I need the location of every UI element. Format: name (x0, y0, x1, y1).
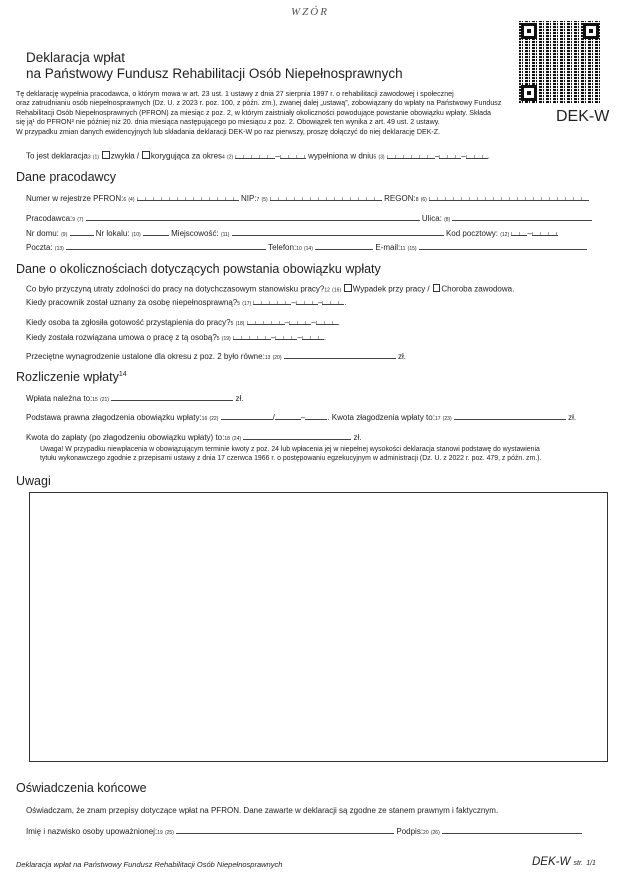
footer-page-info (532, 856, 596, 868)
watermark: WZÓR (291, 6, 329, 18)
cause-row: Co było przyczyną utraty zdolności do pracy na dotychczasowym stanowisku pracy?12 (16) Wypadek przy pracy / Choroba zawodowa. (26, 284, 515, 294)
title-line-2: na Państwowy Fundusz Rehabilitacji Osób Niepełnosprawnych (26, 66, 403, 81)
due-amount-row: Wpłata należna to:15 (21) zł. (26, 394, 244, 403)
intro-line-5: W przypadku zmian danych ewidencyjnych lub składania deklaracji DEK-W po raz pierwszy, proszę dołączyć do niej deklarację DEK-Z. (16, 127, 441, 136)
correction-checkbox[interactable] (142, 151, 150, 159)
house-number-field[interactable] (70, 228, 94, 236)
relief-amount-field[interactable] (454, 412, 566, 420)
disability-date-row: Kiedy pracownik został uznany za osobę niepełnosprawną?5 (17) – – . (26, 298, 347, 307)
to-pay-row: Kwota do zapłaty (po złagodzeniu obowiązku wpłaty) to:18 (24) zł. (26, 433, 362, 442)
correction-option: korygująca za okres (150, 151, 223, 161)
accident-option: Wypadek przy pracy / (352, 284, 430, 294)
termination-date-row: Kiedy została rozwiązana umowa o pracę z tą osobą?5 (19) – – . (26, 333, 327, 342)
pfron-number-field[interactable] (137, 195, 239, 201)
authorized-name-field[interactable] (176, 826, 394, 834)
final-heading: Oświadczenia końcowe (16, 781, 147, 795)
signature-field[interactable] (442, 826, 582, 834)
street-field[interactable] (452, 213, 592, 221)
footer-page-label: str. (573, 860, 584, 867)
disease-checkbox[interactable] (433, 284, 441, 292)
remarks-textarea[interactable] (29, 492, 608, 762)
footer-code: DEK-W (532, 856, 571, 868)
salary-field[interactable] (284, 351, 396, 359)
termination-month-field[interactable] (275, 334, 297, 340)
final-statement: Oświadczam, że znam przepisy dotyczące wpłat na PFRON. Dane zawarte w deklaracji są zgodne ze stanem prawnym i faktycznym. (26, 806, 499, 815)
intro-line-4: się ją¹ do PFRON² nie później niż 20. dnia miesiąca następującego po miesiącu z poz. 2. Obowiązek ten wynika z art. 49 ust. 2 ustawy. (16, 118, 440, 127)
disability-year-field[interactable] (253, 299, 291, 305)
due-amount-field[interactable] (111, 393, 233, 401)
termination-year-field[interactable] (233, 334, 271, 340)
period-month-field[interactable] (235, 153, 275, 159)
accident-checkbox[interactable] (344, 284, 352, 292)
declaration-type-row: To jest deklaracja3 (1) zwykła / korygująca za okres4 (2) – wypełniona w dniu5 (3) – – . (26, 151, 490, 161)
email-field[interactable] (419, 242, 587, 250)
nip-field[interactable] (270, 195, 382, 201)
settlement-heading: Rozliczenie wpłaty$^{14}$ (16, 370, 127, 384)
intro-text (16, 90, 514, 137)
declaration-prefix: To jest deklaracja (26, 151, 88, 161)
intro-line-1: Tę deklarację wypełnia pracodawca, o którym mowa w art. 23 ust. 1 ustawy z dnia 27 sierpnia 1997 r. o rehabilitacji zawodowej i społecznej (16, 90, 454, 98)
readiness-day-field[interactable] (316, 319, 338, 325)
salary-row: Przeciętne wynagrodzenie ustalone dla okresu z poz. 2 było równe:13 (20) zł. (26, 352, 406, 361)
form-code: DEK-W (556, 108, 610, 125)
basis-part1-field[interactable] (221, 412, 273, 420)
filled-day-field[interactable] (466, 153, 488, 159)
title-line-1: Deklaracja wpłat (26, 50, 126, 65)
post-office-field[interactable] (66, 242, 266, 250)
settlement-note: Uwaga! W przypadku niewpłacenia w obowiązującym terminie kwoty z poz. 24 lub wpłacenia jej w niepełnej wysokości deklaracja stanowi podstawę do wystawienia tytułu wykonawczego zgodnie z przepisami ustawy z dnia 17 czerwca 1966 r. o postępowaniu egzekucyjnym w administracji (Dz. U. z 2022 r. poz. 479, z późn. zm.). (40, 446, 542, 462)
postcode-part2-field[interactable] (532, 230, 558, 236)
phone-field[interactable] (315, 242, 373, 250)
disability-day-field[interactable] (322, 299, 344, 305)
city-field[interactable] (232, 228, 444, 236)
disease-option: Choroba zawodowa. (441, 284, 515, 294)
filled-year-field[interactable] (387, 153, 435, 159)
period-year-field[interactable] (280, 153, 306, 159)
termination-day-field[interactable] (302, 334, 324, 340)
employer-name-field[interactable] (86, 213, 420, 221)
footer-page-number: 1/1 (586, 860, 596, 867)
filled-date-label: wypełniona w dniu (308, 151, 374, 161)
basis-part3-field[interactable] (305, 412, 327, 420)
disability-month-field[interactable] (296, 299, 318, 305)
filled-month-field[interactable] (439, 153, 461, 159)
qr-code-icon (519, 21, 601, 103)
readiness-year-field[interactable] (247, 319, 285, 325)
footer-title: Deklaracja wpłat na Państwowy Fundusz Rehabilitacji Osób Niepełnosprawnych (16, 860, 283, 869)
employer-street-row: Pracodawca:9 (7) Ulica: (8) (26, 213, 592, 223)
form-title (26, 50, 403, 82)
post-phone-email-row: Poczta: (13) Telefon:10 (14) E-mail:11 (15) (26, 242, 587, 252)
remarks-heading: Uwagi (16, 474, 51, 488)
to-pay-amount-field[interactable] (243, 432, 351, 440)
flat-number-field[interactable] (143, 228, 169, 236)
intro-line-3: Rehabilitacji Osób Niepełnosprawnych (PFRON) za miesiąc z poz. 2, w którym zaistniały okoliczności powodujące powstanie obowiązku wpłaty. Składa (16, 108, 491, 117)
readiness-date-row: Kiedy osoba ta zgłosiła gotowość przystąpienia do pracy?5 (18) – – . (26, 318, 340, 327)
signature-row: Imię i nazwisko osoby upoważnionej:19 (25) Podpis:20 (26) (26, 826, 582, 836)
normal-checkbox[interactable] (102, 151, 110, 159)
intro-line-2: oraz zatrudnianiu osób niepełnosprawnych (Dz. U. z 2023 r. poz. 100, z późn. zm.), zwanej dalej „ustawą”, zobowiązany do wpłaty na Państwowy Fundusz (16, 99, 502, 108)
normal-option: zwykła / (110, 151, 140, 161)
employer-heading: Dane pracodawcy (16, 170, 117, 184)
circumstances-heading: Dane o okolicznościach dotyczących powstania obowiązku wpłaty (16, 262, 381, 276)
regon-field[interactable] (429, 195, 589, 201)
address-row: Nr domu: (9) Nr lokalu: (10) Miejscowość: (11) Kod pocztowy: (12) – (26, 228, 558, 238)
pfron-nip-regon-row: Numer w rejestrze PFRON:6 (4) NIP:7 (5) REGON:8 (6) (26, 194, 589, 203)
readiness-month-field[interactable] (289, 319, 311, 325)
relief-row: Podstawa prawna złagodzenia obowiązku wpłaty:16 (22) / – . Kwota złagodzenia wpłaty to:17 (23) zł. (26, 413, 577, 422)
postcode-part1-field[interactable] (511, 230, 527, 236)
basis-part2-field[interactable] (275, 412, 301, 420)
